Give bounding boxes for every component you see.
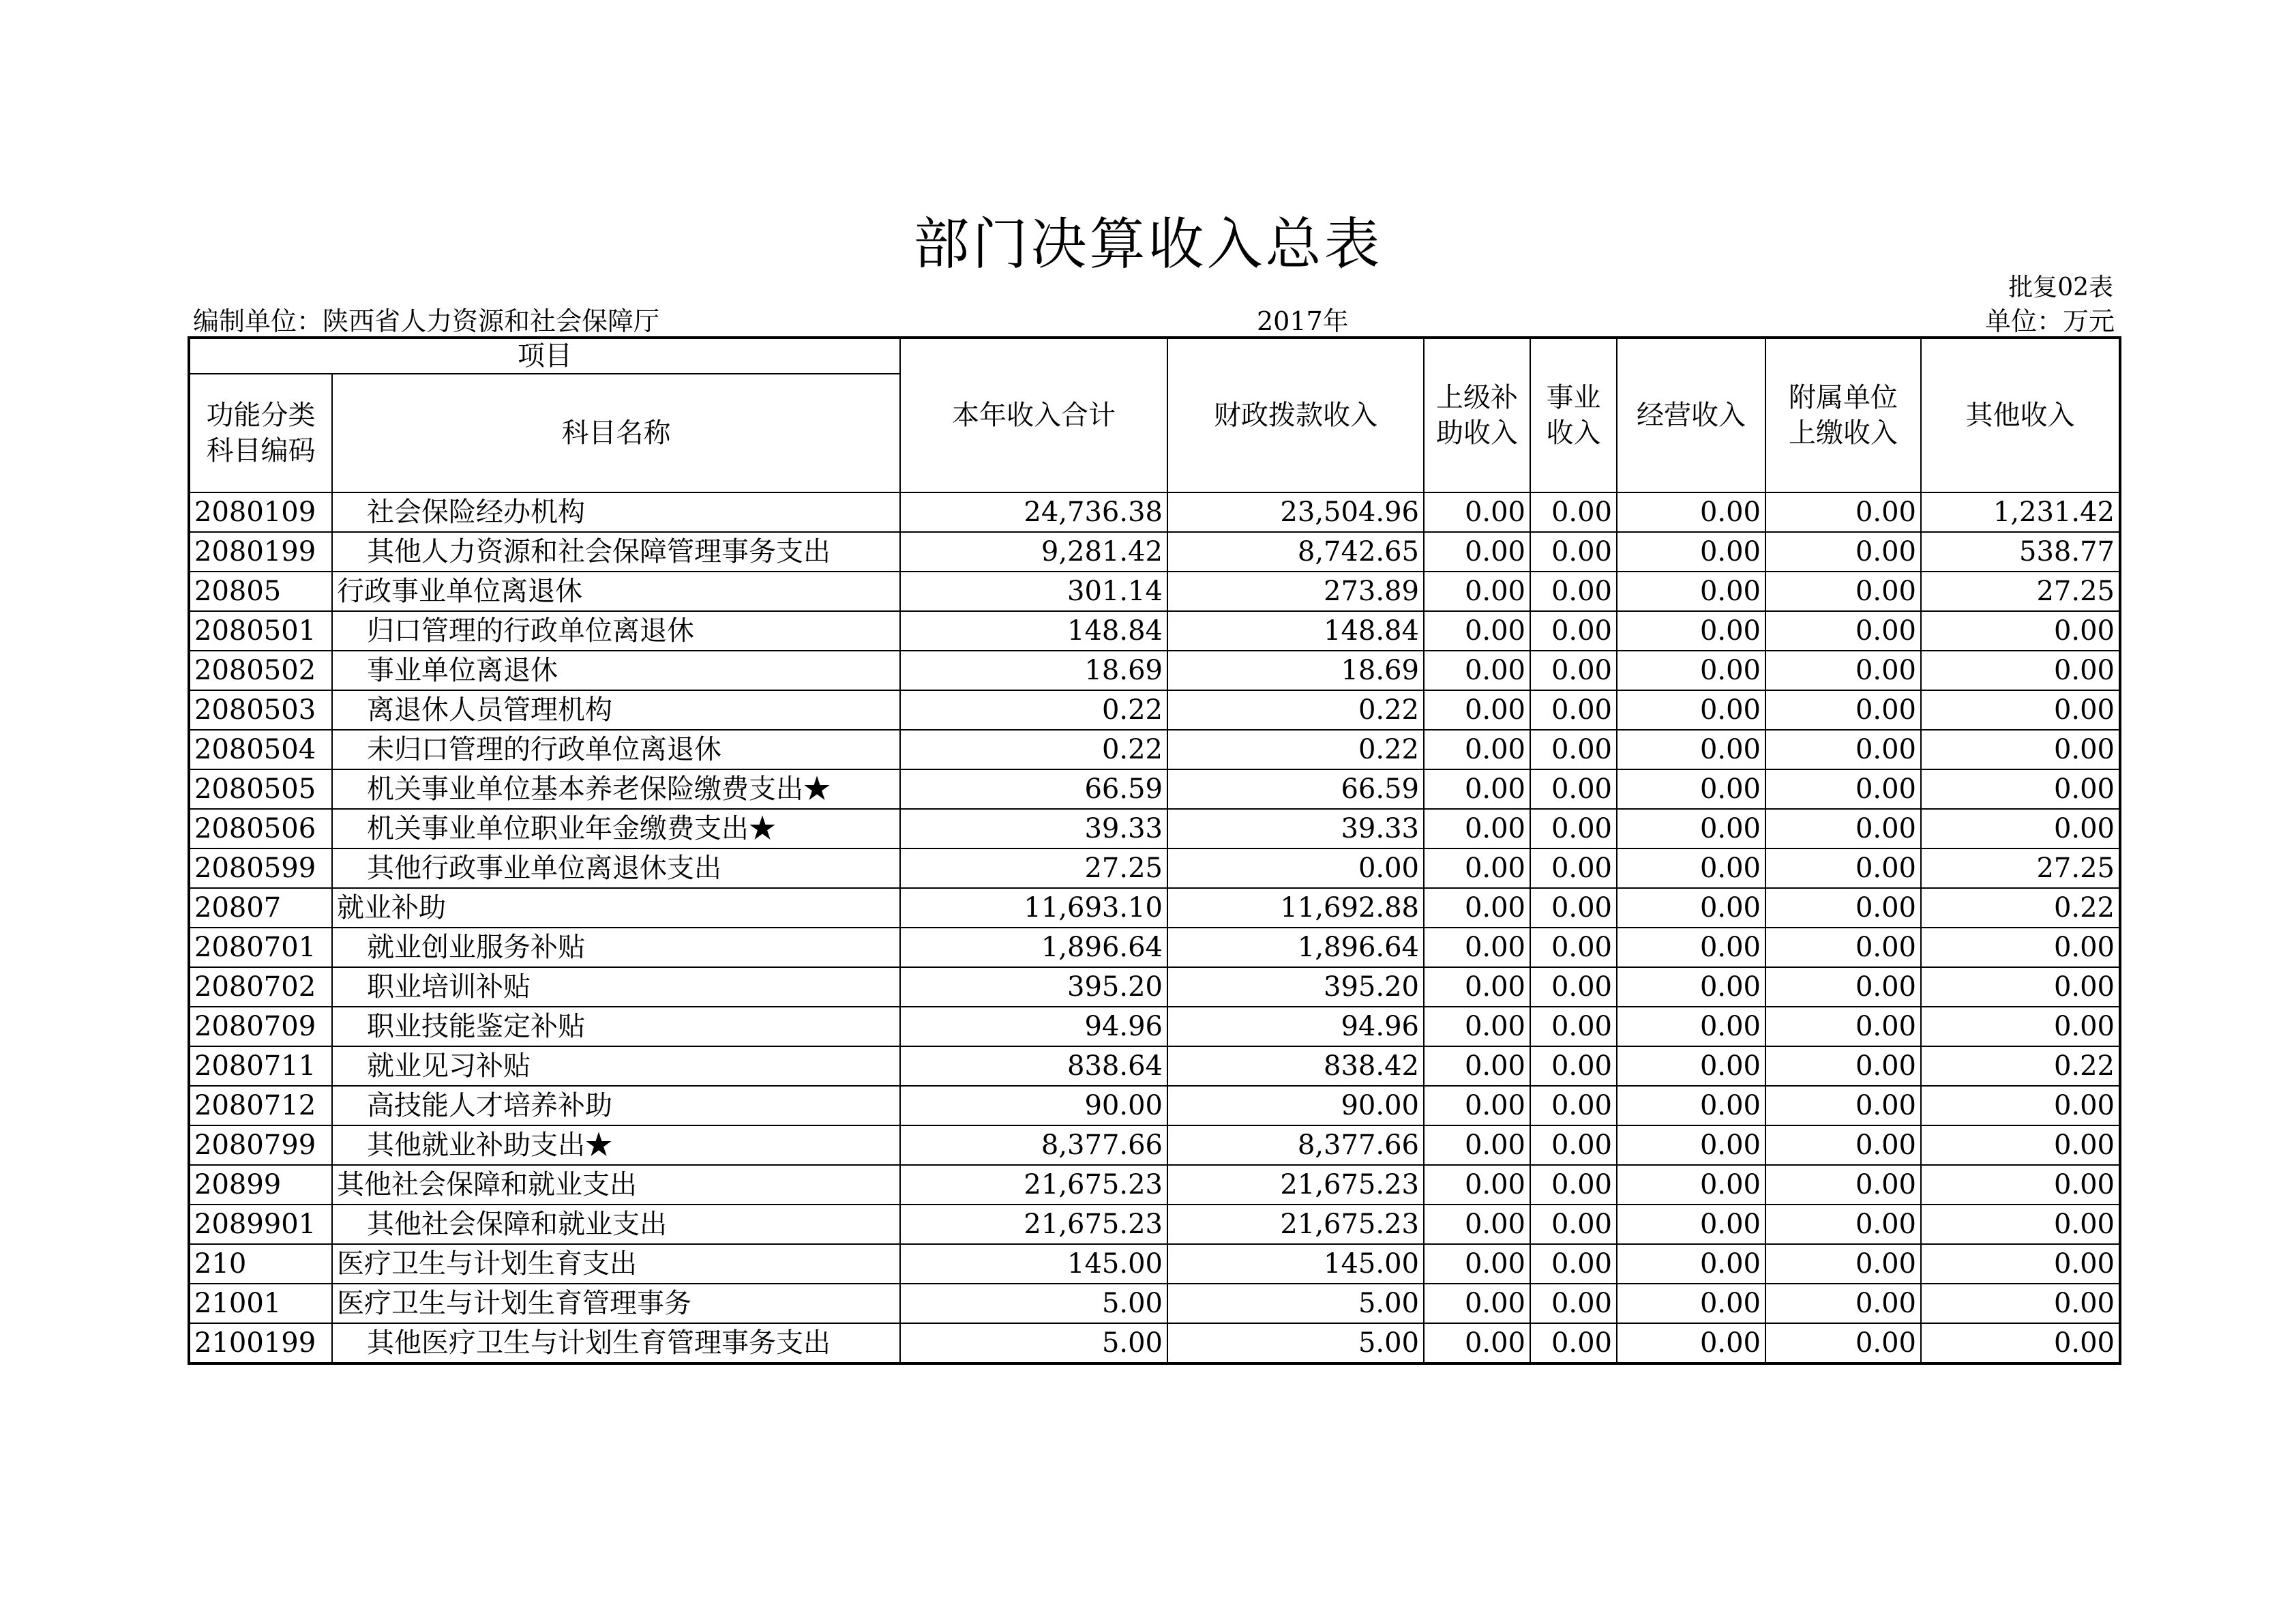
cell-operating: 0.00 — [1617, 809, 1765, 848]
cell-biz: 0.00 — [1530, 1007, 1617, 1046]
table-row — [189, 572, 2120, 611]
cell-other: 0.22 — [1921, 888, 2120, 928]
preparing-unit: 编制单位：陕西省人力资源和社会保障厅 — [193, 306, 660, 336]
cell-operating: 0.00 — [1617, 690, 1765, 730]
cell-total: 1,896.64 — [900, 928, 1167, 967]
cell-name: 医疗卫生与计划生育支出 — [332, 1244, 900, 1284]
cell-affil: 0.00 — [1765, 928, 1921, 967]
table-row — [189, 1046, 2120, 1086]
header-fiscal: 财政拨款收入 — [1167, 338, 1424, 492]
cell-upper: 0.00 — [1424, 928, 1530, 967]
cell-affil: 0.00 — [1765, 1007, 1921, 1046]
cell-fiscal: 395.20 — [1167, 967, 1424, 1007]
cell-name: 其他就业补助支出★ — [332, 1125, 900, 1165]
cell-fiscal: 21,675.23 — [1167, 1205, 1424, 1244]
cell-affil: 0.00 — [1765, 809, 1921, 848]
cell-upper: 0.00 — [1424, 611, 1530, 651]
cell-operating: 0.00 — [1617, 532, 1765, 572]
cell-total: 94.96 — [900, 1007, 1167, 1046]
cell-fiscal: 18.69 — [1167, 651, 1424, 690]
cell-total: 90.00 — [900, 1086, 1167, 1125]
cell-biz: 0.00 — [1530, 1086, 1617, 1125]
cell-code: 2080199 — [189, 532, 332, 572]
table-row — [189, 809, 2120, 848]
cell-fiscal: 94.96 — [1167, 1007, 1424, 1046]
cell-biz: 0.00 — [1530, 1165, 1617, 1205]
cell-name: 职业培训补贴 — [332, 967, 900, 1007]
cell-biz: 0.00 — [1530, 1284, 1617, 1323]
cell-biz: 0.00 — [1530, 1205, 1617, 1244]
table-row — [189, 1205, 2120, 1244]
cell-code: 2080501 — [189, 611, 332, 651]
cell-code: 2080799 — [189, 1125, 332, 1165]
cell-other: 0.00 — [1921, 730, 2120, 769]
cell-affil: 0.00 — [1765, 611, 1921, 651]
table-row — [189, 888, 2120, 928]
cell-name: 社会保险经办机构 — [332, 492, 900, 532]
table-row — [189, 1323, 2120, 1363]
cell-upper: 0.00 — [1424, 848, 1530, 888]
cell-name: 其他医疗卫生与计划生育管理事务支出 — [332, 1323, 900, 1363]
table-row — [189, 769, 2120, 809]
cell-name: 行政事业单位离退休 — [332, 572, 900, 611]
currency-unit: 单位：万元 — [1984, 306, 2115, 336]
cell-total: 145.00 — [900, 1244, 1167, 1284]
header-project: 项目 — [189, 338, 900, 374]
table-row — [189, 928, 2120, 967]
cell-total: 9,281.42 — [900, 532, 1167, 572]
cell-fiscal: 273.89 — [1167, 572, 1424, 611]
cell-upper: 0.00 — [1424, 1007, 1530, 1046]
cell-other: 27.25 — [1921, 572, 2120, 611]
cell-code: 2080502 — [189, 651, 332, 690]
cell-operating: 0.00 — [1617, 928, 1765, 967]
cell-upper: 0.00 — [1424, 769, 1530, 809]
cell-other: 0.22 — [1921, 1046, 2120, 1086]
cell-total: 5.00 — [900, 1323, 1167, 1363]
cell-upper: 0.00 — [1424, 1323, 1530, 1363]
cell-upper: 0.00 — [1424, 1125, 1530, 1165]
cell-other: 0.00 — [1921, 967, 2120, 1007]
cell-operating: 0.00 — [1617, 1165, 1765, 1205]
table-row — [189, 651, 2120, 690]
cell-code: 2080506 — [189, 809, 332, 848]
table-row — [189, 611, 2120, 651]
cell-upper: 0.00 — [1424, 690, 1530, 730]
table-row — [189, 967, 2120, 1007]
cell-other: 0.00 — [1921, 769, 2120, 809]
cell-total: 838.64 — [900, 1046, 1167, 1086]
cell-code: 2100199 — [189, 1323, 332, 1363]
cell-code: 2080702 — [189, 967, 332, 1007]
table-row — [189, 532, 2120, 572]
cell-code: 2080109 — [189, 492, 332, 532]
cell-other: 0.00 — [1921, 928, 2120, 967]
header-upper-subsidy — [1424, 338, 1530, 492]
cell-biz: 0.00 — [1530, 848, 1617, 888]
cell-upper: 0.00 — [1424, 492, 1530, 532]
cell-other: 0.00 — [1921, 690, 2120, 730]
table-row — [189, 1284, 2120, 1323]
cell-operating: 0.00 — [1617, 1046, 1765, 1086]
cell-code: 2080599 — [189, 848, 332, 888]
header-total: 本年收入合计 — [900, 338, 1167, 492]
cell-biz: 0.00 — [1530, 769, 1617, 809]
cell-total: 8,377.66 — [900, 1125, 1167, 1165]
cell-affil: 0.00 — [1765, 492, 1921, 532]
cell-code: 21001 — [189, 1284, 332, 1323]
cell-fiscal: 21,675.23 — [1167, 1165, 1424, 1205]
cell-fiscal: 0.00 — [1167, 848, 1424, 888]
cell-code: 2080701 — [189, 928, 332, 967]
cell-code: 210 — [189, 1244, 332, 1284]
table-row — [189, 1165, 2120, 1205]
cell-biz: 0.00 — [1530, 730, 1617, 769]
cell-name: 离退休人员管理机构 — [332, 690, 900, 730]
cell-total: 24,736.38 — [900, 492, 1167, 532]
cell-name: 机关事业单位基本养老保险缴费支出★ — [332, 769, 900, 809]
cell-code: 2080709 — [189, 1007, 332, 1046]
fiscal-year: 2017年 — [1257, 306, 1349, 336]
header-code-line1: 功能分类 — [206, 400, 316, 431]
cell-affil: 0.00 — [1765, 1205, 1921, 1244]
cell-operating: 0.00 — [1617, 1244, 1765, 1284]
header-code-line2: 科目编码 — [206, 435, 316, 467]
cell-affil: 0.00 — [1765, 651, 1921, 690]
cell-biz: 0.00 — [1530, 928, 1617, 967]
cell-name: 高技能人才培养补助 — [332, 1086, 900, 1125]
cell-biz: 0.00 — [1530, 888, 1617, 928]
cell-operating: 0.00 — [1617, 1323, 1765, 1363]
cell-other: 0.00 — [1921, 651, 2120, 690]
cell-affil: 0.00 — [1765, 572, 1921, 611]
cell-upper: 0.00 — [1424, 1284, 1530, 1323]
cell-upper: 0.00 — [1424, 572, 1530, 611]
header-name: 科目名称 — [332, 374, 900, 492]
header-affiliated — [1765, 338, 1921, 492]
cell-affil: 0.00 — [1765, 1125, 1921, 1165]
cell-operating: 0.00 — [1617, 769, 1765, 809]
header-code — [189, 374, 332, 492]
cell-affil: 0.00 — [1765, 730, 1921, 769]
cell-other: 0.00 — [1921, 1323, 2120, 1363]
cell-fiscal: 23,504.96 — [1167, 492, 1424, 532]
cell-biz: 0.00 — [1530, 492, 1617, 532]
cell-name: 就业见习补贴 — [332, 1046, 900, 1086]
page-title: 部门决算收入总表 — [913, 212, 1383, 277]
cell-biz: 0.00 — [1530, 572, 1617, 611]
header-operating: 经营收入 — [1617, 338, 1765, 492]
cell-upper: 0.00 — [1424, 532, 1530, 572]
cell-operating: 0.00 — [1617, 967, 1765, 1007]
cell-fiscal: 5.00 — [1167, 1284, 1424, 1323]
cell-code: 2089901 — [189, 1205, 332, 1244]
cell-total: 5.00 — [900, 1284, 1167, 1323]
cell-fiscal: 66.59 — [1167, 769, 1424, 809]
cell-other: 27.25 — [1921, 848, 2120, 888]
cell-fiscal: 1,896.64 — [1167, 928, 1424, 967]
cell-operating: 0.00 — [1617, 1125, 1765, 1165]
cell-total: 21,675.23 — [900, 1205, 1167, 1244]
cell-other: 0.00 — [1921, 1284, 2120, 1323]
header-business — [1530, 338, 1617, 492]
cell-operating: 0.00 — [1617, 651, 1765, 690]
cell-affil: 0.00 — [1765, 888, 1921, 928]
cell-other: 0.00 — [1921, 1165, 2120, 1205]
cell-name: 未归口管理的行政单位离退休 — [332, 730, 900, 769]
cell-total: 0.22 — [900, 690, 1167, 730]
table-row — [189, 1244, 2120, 1284]
cell-biz: 0.00 — [1530, 809, 1617, 848]
header-biz-line2: 收入 — [1546, 417, 1601, 449]
cell-code: 2080504 — [189, 730, 332, 769]
cell-total: 0.22 — [900, 730, 1167, 769]
cell-other: 0.00 — [1921, 611, 2120, 651]
cell-other: 0.00 — [1921, 1125, 2120, 1165]
table-row — [189, 690, 2120, 730]
cell-fiscal: 5.00 — [1167, 1323, 1424, 1363]
cell-affil: 0.00 — [1765, 1086, 1921, 1125]
cell-upper: 0.00 — [1424, 730, 1530, 769]
cell-affil: 0.00 — [1765, 967, 1921, 1007]
header-row-1 — [189, 338, 2120, 374]
table-body — [189, 492, 2120, 1363]
table-row — [189, 730, 2120, 769]
cell-fiscal: 0.22 — [1167, 730, 1424, 769]
cell-operating: 0.00 — [1617, 492, 1765, 532]
cell-other: 0.00 — [1921, 1086, 2120, 1125]
header-upper-line1: 上级补 — [1436, 382, 1518, 413]
cell-code: 20807 — [189, 888, 332, 928]
cell-other: 1,231.42 — [1921, 492, 2120, 532]
cell-affil: 0.00 — [1765, 1323, 1921, 1363]
cell-fiscal: 145.00 — [1167, 1244, 1424, 1284]
cell-upper: 0.00 — [1424, 1086, 1530, 1125]
cell-biz: 0.00 — [1530, 1046, 1617, 1086]
cell-code: 20805 — [189, 572, 332, 611]
cell-name: 就业创业服务补贴 — [332, 928, 900, 967]
header-upper-line2: 助收入 — [1436, 417, 1518, 449]
cell-biz: 0.00 — [1530, 690, 1617, 730]
cell-fiscal: 8,377.66 — [1167, 1125, 1424, 1165]
cell-upper: 0.00 — [1424, 651, 1530, 690]
cell-affil: 0.00 — [1765, 690, 1921, 730]
cell-fiscal: 148.84 — [1167, 611, 1424, 651]
cell-other: 0.00 — [1921, 809, 2120, 848]
table-row — [189, 1007, 2120, 1046]
cell-upper: 0.00 — [1424, 967, 1530, 1007]
cell-code: 20899 — [189, 1165, 332, 1205]
cell-biz: 0.00 — [1530, 611, 1617, 651]
cell-code: 2080712 — [189, 1086, 332, 1125]
table-row — [189, 492, 2120, 532]
table-row — [189, 1086, 2120, 1125]
cell-biz: 0.00 — [1530, 1125, 1617, 1165]
document-number: 批复02表 — [2008, 274, 2113, 301]
cell-code: 2080711 — [189, 1046, 332, 1086]
cell-total: 148.84 — [900, 611, 1167, 651]
revenue-summary-table — [188, 336, 2121, 1365]
cell-fiscal: 8,742.65 — [1167, 532, 1424, 572]
cell-affil: 0.00 — [1765, 1165, 1921, 1205]
cell-total: 21,675.23 — [900, 1165, 1167, 1205]
cell-biz: 0.00 — [1530, 651, 1617, 690]
cell-upper: 0.00 — [1424, 888, 1530, 928]
header-affil-line1: 附属单位 — [1789, 382, 1898, 413]
table-row — [189, 1125, 2120, 1165]
cell-total: 66.59 — [900, 769, 1167, 809]
cell-total: 39.33 — [900, 809, 1167, 848]
cell-fiscal: 838.42 — [1167, 1046, 1424, 1086]
cell-name: 其他社会保障和就业支出 — [332, 1165, 900, 1205]
cell-name: 就业补助 — [332, 888, 900, 928]
meta-row — [193, 300, 2115, 334]
cell-affil: 0.00 — [1765, 532, 1921, 572]
cell-affil: 0.00 — [1765, 848, 1921, 888]
cell-fiscal: 0.22 — [1167, 690, 1424, 730]
cell-biz: 0.00 — [1530, 532, 1617, 572]
cell-total: 395.20 — [900, 967, 1167, 1007]
cell-biz: 0.00 — [1530, 1244, 1617, 1284]
cell-total: 11,693.10 — [900, 888, 1167, 928]
cell-name: 医疗卫生与计划生育管理事务 — [332, 1284, 900, 1323]
cell-upper: 0.00 — [1424, 1165, 1530, 1205]
cell-name: 职业技能鉴定补贴 — [332, 1007, 900, 1046]
cell-affil: 0.00 — [1765, 769, 1921, 809]
cell-fiscal: 90.00 — [1167, 1086, 1424, 1125]
cell-upper: 0.00 — [1424, 1046, 1530, 1086]
cell-affil: 0.00 — [1765, 1046, 1921, 1086]
cell-operating: 0.00 — [1617, 572, 1765, 611]
cell-operating: 0.00 — [1617, 848, 1765, 888]
cell-other: 0.00 — [1921, 1205, 2120, 1244]
cell-name: 其他社会保障和就业支出 — [332, 1205, 900, 1244]
cell-operating: 0.00 — [1617, 1086, 1765, 1125]
cell-operating: 0.00 — [1617, 888, 1765, 928]
cell-upper: 0.00 — [1424, 1244, 1530, 1284]
cell-code: 2080503 — [189, 690, 332, 730]
cell-operating: 0.00 — [1617, 1205, 1765, 1244]
cell-operating: 0.00 — [1617, 730, 1765, 769]
cell-name: 机关事业单位职业年金缴费支出★ — [332, 809, 900, 848]
cell-total: 18.69 — [900, 651, 1167, 690]
cell-name: 事业单位离退休 — [332, 651, 900, 690]
cell-other: 0.00 — [1921, 1007, 2120, 1046]
cell-total: 27.25 — [900, 848, 1167, 888]
cell-upper: 0.00 — [1424, 809, 1530, 848]
header-biz-line1: 事业 — [1546, 382, 1601, 413]
cell-total: 301.14 — [900, 572, 1167, 611]
cell-other: 0.00 — [1921, 1244, 2120, 1284]
cell-affil: 0.00 — [1765, 1244, 1921, 1284]
cell-name: 归口管理的行政单位离退休 — [332, 611, 900, 651]
cell-operating: 0.00 — [1617, 1284, 1765, 1323]
cell-fiscal: 39.33 — [1167, 809, 1424, 848]
cell-name: 其他人力资源和社会保障管理事务支出 — [332, 532, 900, 572]
cell-other: 538.77 — [1921, 532, 2120, 572]
header-affil-line2: 上缴收入 — [1789, 417, 1898, 449]
cell-affil: 0.00 — [1765, 1284, 1921, 1323]
cell-upper: 0.00 — [1424, 1205, 1530, 1244]
cell-operating: 0.00 — [1617, 611, 1765, 651]
cell-operating: 0.00 — [1617, 1007, 1765, 1046]
cell-name: 其他行政事业单位离退休支出 — [332, 848, 900, 888]
cell-code: 2080505 — [189, 769, 332, 809]
cell-biz: 0.00 — [1530, 967, 1617, 1007]
header-other: 其他收入 — [1921, 338, 2120, 492]
cell-biz: 0.00 — [1530, 1323, 1617, 1363]
table-row — [189, 848, 2120, 888]
cell-fiscal: 11,692.88 — [1167, 888, 1424, 928]
